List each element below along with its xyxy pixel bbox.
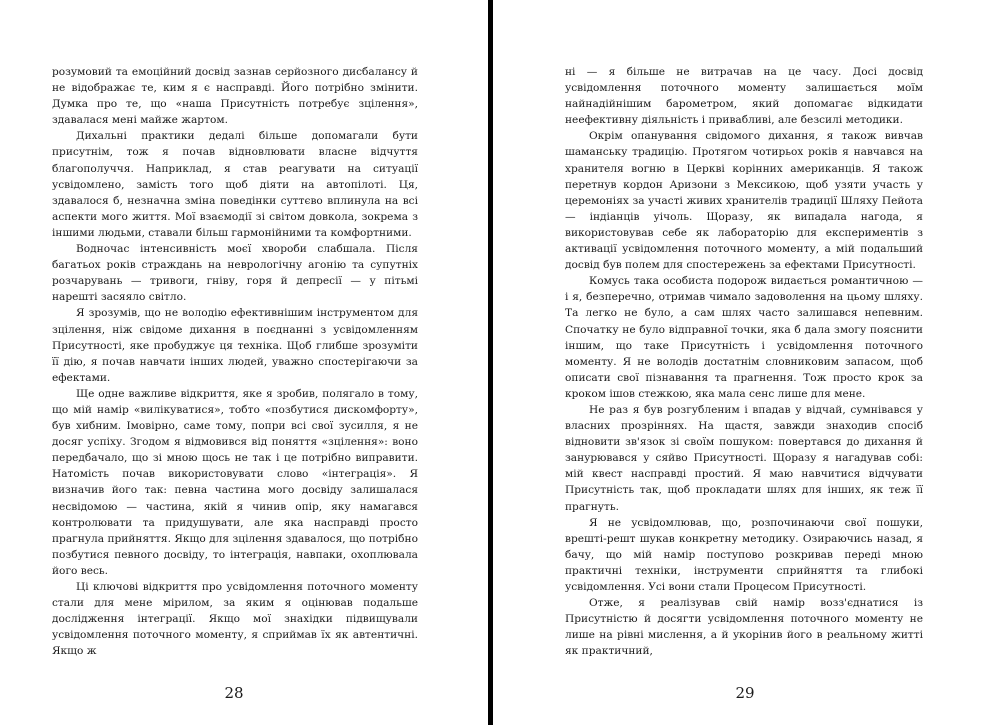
right-page-text xyxy=(565,64,923,659)
paragraph: Окрім опанування свідомого дихання, я також вивчав шаманську традицію. Протягом чотирьох років я навчався на хранителя вогню в Церкві корінних американців. Я також перетнув кордон Аризони з Мексикою, щоб узяти участь у церемоніях за участі живих хранителів традиції Шляху Пейота — індіанців уічоль. Щоразу, як випадала нагода, я використовував себе як лабораторію для експериментів з активації усвідомлення поточного моменту, а мій подальший досвід був полем для спостережень за ефектами Присутності. xyxy=(565,130,923,272)
paragraph: Комусь така особиста подорож видається романтичною — і я, безперечно, отримав чимало задоволення на цьому шляху. Та легко не було, а сам шлях часто залишався непевним. Спочатку не було відправної точки, яка б дала змогу пояснити іншим, що таке Присутність і усвідомлення поточного моменту. Я не володів достатнім словниковим запасом, щоб описати свої пізнавання та прагнення. Тож просто крок за кроком ішов стежкою, яка мала сенс лише для мене. xyxy=(565,275,923,400)
paragraph: Ще одне важливе відкриття, яке я зробив, полягало в тому, що мій намір «вилікуватися», тобто «позбутися дискомфорту», був хибним. Імовірно, саме тому, попри всі свої зусилля, я не досяг успіху. Згодом я відмовився від поняття «зцілення»: воно передбачало, що зі мною щось не так і це потрібно виправити. Натомість почав використовувати слово «інтеграція». Я визначив його так: певна частина мого досвіду залишалася несвідомою — частина, якій я чинив опір, яку намагався контролювати та придушувати, але яка насправді просто прагнула прийняття. Якщо для зцілення здавалося, що потрібно позбутися певного досвіду, то інтеграція, навпаки, охоплювала його весь. xyxy=(52,387,418,577)
left-page-text xyxy=(52,64,418,659)
page-number: 28 xyxy=(224,684,244,702)
paragraph: Дихальні практики дедалі більше допомагали бути присутнім, тож я почав відновлювати власне відчуття благополуччя. Наприклад, я став реагувати на ситуації усвідомлено, замість того щоб діяти на автопілоті. Ця, здавалося б, незначна зміна поведінки суттєво вплинула на всі аспекти мого життя. Мої взаємодії зі світом довкола, зокрема з іншими людьми, ставали більш гармонійними та комфортними. xyxy=(52,130,418,239)
paragraph: розумовий та емоційний досвід зазнав серйозного дисбалансу й не відображає те, ким я є насправді. Його потрібно змінити. Думка про те, що «наша Присутність потребує зцілення», здавалася мені майже жартом. xyxy=(52,66,418,127)
left-page xyxy=(0,0,488,725)
right-page xyxy=(493,0,983,725)
paragraph: Я не усвідомлював, що, розпочинаючи свої пошуки, врешті-решт шукав конкретну методику. Озираючись назад, я бачу, що мій намір поступово розкривав переді мною практичні техніки, інструменти сприйняття та глибокі усвідомлення. Усі вони стали Процесом Присутності. xyxy=(565,516,923,593)
paragraph: Я зрозумів, що не володію ефективнішим інструментом для зцілення, ніж свідоме дихання в поєднанні з усвідомленням Присутності, яке пробуджує ця техніка. Щоб глибше зрозуміти її дію, я почав навчати інших людей, уважно спостерігаючи за ефектами. xyxy=(52,307,418,384)
page-number: 29 xyxy=(735,684,755,702)
paragraph: Водночас інтенсивність моєї хвороби слабшала. Після багатьох років страждань на неврологічну агонію та супутніх розчарувань — тривоги, гніву, горя й депресії — у пітьмі нарешті засяяло світло. xyxy=(52,243,418,304)
paragraph: Не раз я був розгубленим і впадав у відчай, сумнівався у власних прозріннях. На щастя, завжди знаходив спосіб відновити зв'язок зі своїм пошуком: повертався до дихання й занурювався у сяйво Присутності. Щоразу я нагадував собі: мій квест насправді простий. Я маю навчитися відчувати Присутність так, щоб прокладати шлях для інших, як теж її прагнуть. xyxy=(565,403,923,513)
paragraph: ні — я більше не витрачав на це часу. Досі досвід усвідомлення поточного моменту залишається моїм найнадійнішим барометром, який допомагає відкидати неефективну діяльність і привабливі, але безсилі методики. xyxy=(565,66,923,127)
paragraph: Отже, я реалізував свій намір возз'єднатися із Присутністю й досягти усвідомлення поточного моменту не лише на рівні мислення, а й укорінив його в реальному житті як практичний, xyxy=(565,597,923,658)
paragraph: Ці ключові відкриття про усвідомлення поточного моменту стали для мене мірилом, за яким я оцінював подальше дослідження інтеграції. Якщо мої знахідки підвищували усвідомлення поточного моменту, я сприймав їх як автентичні. Якщо ж xyxy=(52,581,418,658)
